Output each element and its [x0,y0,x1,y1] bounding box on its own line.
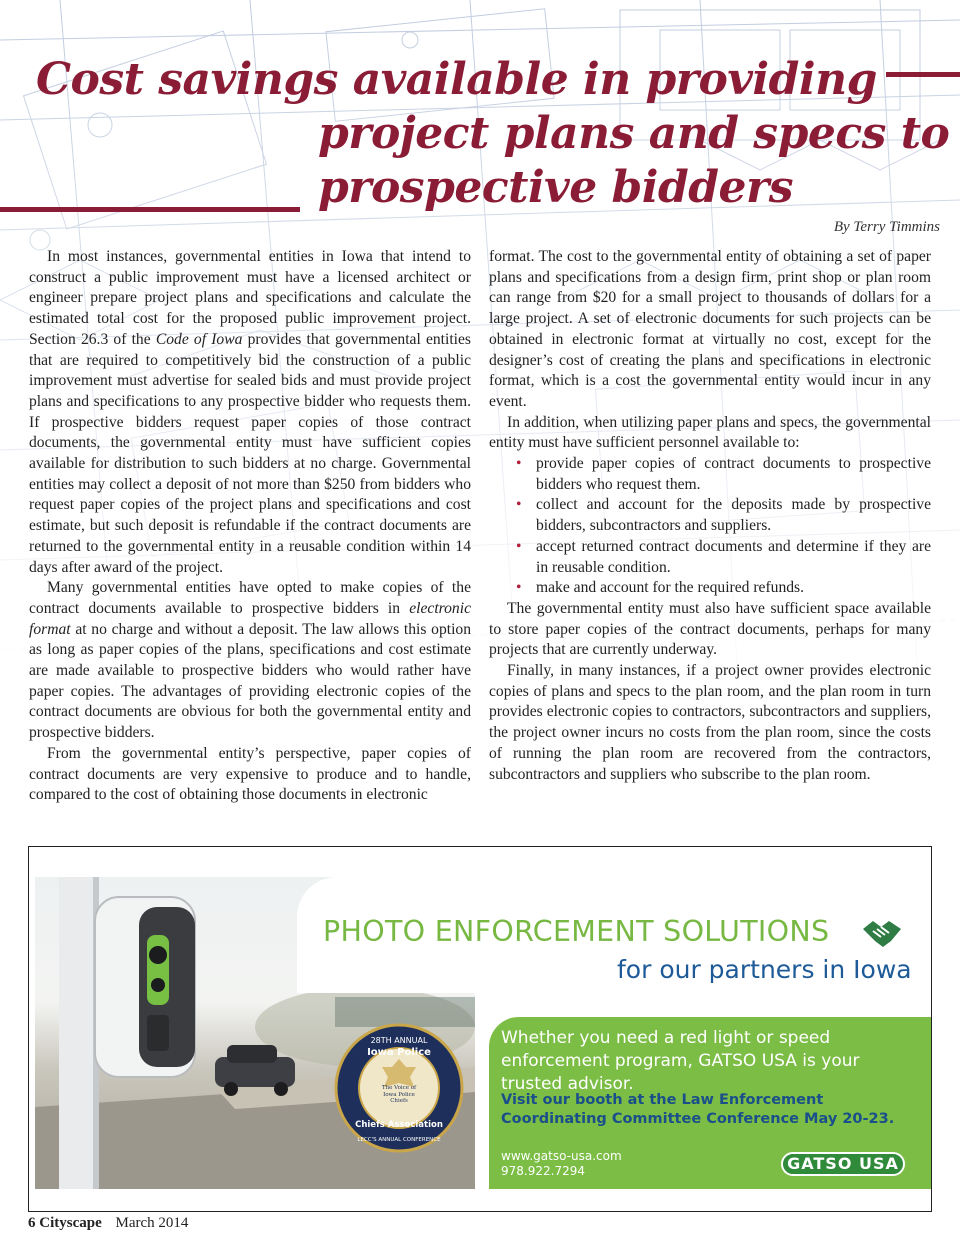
list-item: • provide paper copies of contract documents to prospective bidders who request them. [489,454,931,495]
ad-contact [501,1149,622,1179]
website-link[interactable]: www.gatso-usa.com [501,1149,622,1163]
title-line-2: project plans and specs to [318,108,950,159]
page-number: 6 [28,1215,36,1231]
title-rule-left [0,207,300,212]
paragraph: Many governmental entities have opted to make copies of the contract documents available to prospective bidders in electronic format at no charge and without a deposit. The law allows this option as long as paper copies of the plans, specifications and cost estimate are made available to prospective bidders who would rather have paper copies. The advantages of providing electronic copies of the contract documents are obvious for both the governmental entity and prospective bidders. [29,579,471,742]
ad-conference-note: Visit our booth at the Law Enforcement Coordinating Committee Conference May 20-23. [501,1092,895,1127]
list-item: • accept returned contract documents and determine if they are in reusable condition. [489,537,931,578]
right-column [489,247,931,785]
duties-list [489,454,931,599]
paragraph: In most instances, governmental entities in Iowa that intend to construct a public improvement must have a licensed architect or engineer prepare project plans and specifications and calculate the estimated total cost for the proposed public improvement project. Section 26.3 of the Code of Iowa provides that governmental entities that are required to competitively bid the construction of a public improvement must advertise for sealed bids and must provide project plans and specifications to any prospective bidder who requests them. If prospective bidders request paper copies of those contract documents, the governmental entity must have sufficient copies available for distribution to such bidders at no charge. Governmental entities may collect a deposit of not more than $250 from bidders who request paper copies of the project plans and specifications and cost estimate, but such deposit is refundable if the contract documents are returned to the governmental entity in a reusable condition within 14 days after award of the project. [29,248,471,576]
byline: By Terry Timmins [833,219,940,235]
paragraph: Finally, in many instances, if a project owner provides electronic copies of plans and specs to the plan room, and the plan room in turn provides electronic copies to contractors, subcontractors and suppliers, the project owner incurs no costs from the plan room, since the costs of running the plan room are recovered from the contractors, subcontractors and suppliers who subscribe to the plan room. [489,662,931,783]
svg-text:Chiefs Association: Chiefs Association [355,1120,443,1130]
phone-number: 978.922.7294 [501,1164,585,1178]
ad-headline: PHOTO ENFORCEMENT SOLUTIONS [323,915,830,948]
seal-motto: The Voice of Iowa Police Chiefs [381,1085,417,1104]
paragraph: The governmental entity must also have sufficient space available to store paper copies of the contract documents, perhaps for many projects that are currently underway. [489,599,931,659]
ad-body-text: Whether you need a red light or speed enforcement program, GATSO USA is your trusted advisor. [501,1028,860,1094]
page-footer [28,1215,188,1232]
title-line-3: prospective bidders [318,162,793,213]
svg-text:28TH ANNUAL: 28TH ANNUAL [370,1036,428,1045]
electronic-format-emphasis: electronic format [29,599,471,638]
paragraph: In addition, when utilizing paper plans and specs, the governmental entity must have sufficient personnel available to: [489,413,931,452]
paragraph: From the governmental entity’s perspective, paper copies of contract documents are very expensive to produce and to handle, compared to the cost of obtaining those documents in electronic [29,744,471,804]
list-item: • collect and account for the deposits made by prospective bidders, subcontractors and suppliers. [489,495,931,536]
magazine-name: Cityscape [39,1215,102,1231]
ad-subheadline: for our partners in Iowa [617,955,912,984]
gatso-logo: GATSO USA [781,1152,905,1176]
title-rule-right [886,72,960,77]
title-line-1: Cost savings available in providing [36,54,877,105]
code-of-iowa-citation: Code of Iowa [155,330,243,348]
issue-date: March 2014 [115,1215,189,1231]
gatso-advertisement[interactable] [28,846,932,1212]
paragraph: format. The cost to the governmental entity of obtaining a set of paper plans and specifications from a design firm, print shop or plan room can range from $20 for a small project to thousands of dollars for a large project. A set of electronic documents for such projects can be obtained in electronic format at virtually no cost, except for the designer’s cost of creating the plans and specifications in electronic format, which is a cost the governmental entity would incur in any event. [489,248,931,410]
left-column [29,247,471,806]
article-title [0,52,960,222]
iowa-police-chiefs-seal [334,1023,464,1153]
handshake-icon [861,917,903,956]
svg-text:Iowa Police: Iowa Police [367,1047,431,1058]
svg-text:LECC'S ANNUAL CONFERENCE: LECC'S ANNUAL CONFERENCE [357,1137,441,1143]
list-item: • make and account for the required refunds. [489,578,931,599]
